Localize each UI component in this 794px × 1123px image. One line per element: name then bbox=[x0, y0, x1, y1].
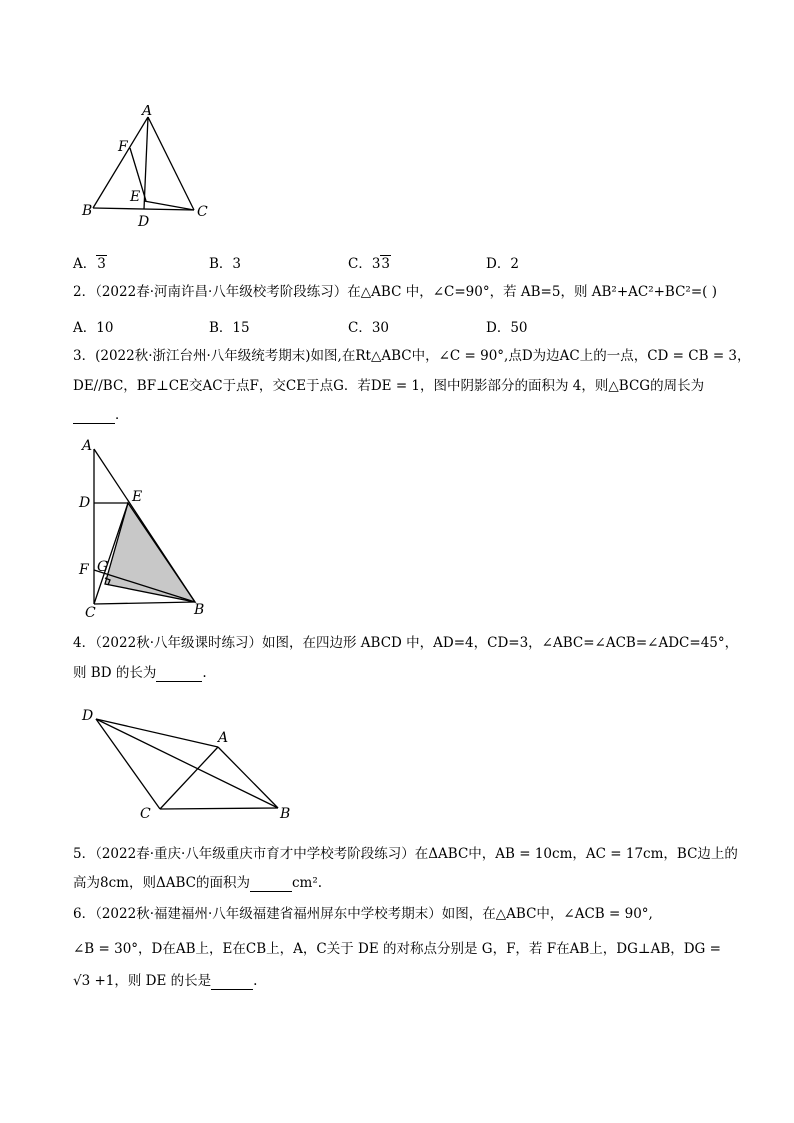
q4-line-1: 4．（2022秋·八年级课时练习）如图，在四边形 ABCD 中，AD=4，CD=3，∠ABC=∠ACB=∠ADC=45°， bbox=[73, 635, 739, 651]
q3-line-2: DE//BC，BF⊥CE交AC于点F，交CE于点G．若DE = 1，图中阴影部分的面积为 4，则△BCG的周长为 bbox=[73, 378, 705, 394]
q5-line-1: 5．（2022春·重庆·八年级重庆市育才中学校考阶段练习）在ΔABC中，AB = 10cm，AC = 17cm，BC边上的 bbox=[73, 846, 738, 862]
fig3-label-E: E bbox=[132, 489, 143, 505]
q1-option-b: B．3 bbox=[209, 256, 242, 272]
q6-answer-blank[interactable] bbox=[211, 975, 253, 990]
q4-answer-blank[interactable] bbox=[156, 667, 202, 682]
q1-option-c: C．33 bbox=[348, 256, 391, 272]
fig3-label-A: A bbox=[82, 438, 93, 454]
fig4-label-A: A bbox=[218, 730, 229, 746]
fig1-edge-AC bbox=[148, 117, 194, 210]
q6-line-3-end: . bbox=[253, 973, 258, 989]
q2-stem: 2．（2022春·河南许昌·八年级校考阶段练习）在△ABC 中，∠C=90°，若 AB=5，则 AB²+AC²+BC²=( ) bbox=[73, 284, 717, 300]
fig4-label-B: B bbox=[280, 806, 291, 822]
q2-option-a: A．10 bbox=[73, 320, 114, 336]
fig4-edge-DB bbox=[96, 719, 278, 808]
fig3-label-F: F bbox=[79, 562, 89, 578]
fig1-label-E: E bbox=[130, 189, 141, 205]
q5-line-2 bbox=[73, 874, 322, 892]
fig3-edge-CB bbox=[94, 602, 195, 604]
q3-line-3-end: ． bbox=[115, 407, 129, 423]
fig1-label-F: F bbox=[118, 139, 128, 155]
fig4-label-D: D bbox=[82, 708, 94, 724]
fig4-edge-AB bbox=[218, 747, 278, 808]
fig1-label-C: C bbox=[197, 204, 208, 220]
q3-line-3 bbox=[73, 406, 129, 424]
q5-line-2-text: 高为8cm，则ΔABC的面积为 bbox=[73, 875, 250, 891]
fig1-label-B: B bbox=[82, 203, 93, 219]
q2-option-b: B．15 bbox=[209, 320, 250, 336]
q4-line-2-text: 则 BD 的长为 bbox=[73, 665, 157, 681]
fig3-label-C: C bbox=[85, 605, 96, 618]
fig4-label-C: C bbox=[140, 806, 151, 822]
figure-3 bbox=[75, 436, 215, 618]
q4-line-2 bbox=[73, 664, 207, 682]
fig4-edge-DC bbox=[96, 719, 160, 809]
q1-option-a: A．3 bbox=[73, 256, 106, 272]
fig4-edge-CB bbox=[160, 808, 278, 809]
q6-line-2: ∠B = 30°，D在AB上，E在CB上，A，C关于 DE 的对称点分别是 G，F，若 F在AB上，DG⊥AB，DG = bbox=[73, 941, 721, 957]
q2-option-d: D．50 bbox=[486, 320, 528, 336]
fig4-edge-DA bbox=[96, 719, 218, 747]
fig3-label-B: B bbox=[194, 602, 205, 618]
fig3-label-G: G bbox=[97, 559, 109, 575]
figure-4 bbox=[78, 700, 298, 825]
figure-1 bbox=[80, 105, 220, 230]
fig4-edge-AC bbox=[160, 747, 218, 809]
fig1-label-D: D bbox=[138, 214, 150, 230]
q2-option-c: C．30 bbox=[348, 320, 390, 336]
q6-line-3 bbox=[73, 972, 257, 990]
q5-answer-blank[interactable] bbox=[250, 877, 292, 892]
q1-option-d: D．2 bbox=[486, 256, 519, 272]
q4-line-2-end: . bbox=[202, 665, 207, 681]
q6-line-3-text: √3 +1，则 DE 的长是 bbox=[73, 973, 212, 989]
q6-line-1: 6．（2022秋·福建福州·八年级福建省福州屏东中学校考期末）如图，在△ABC中，∠ACB = 90°, bbox=[73, 906, 653, 922]
q3-answer-blank[interactable] bbox=[73, 409, 115, 424]
q5-line-2-end: cm². bbox=[291, 875, 323, 891]
q3-line-1: 3．(2022秋·浙江台州·八年级统考期末)如图,在Rt△ABC中，∠C = 90°,点D为边AC上的一点，CD = CB = 3， bbox=[73, 348, 751, 364]
fig3-label-D: D bbox=[79, 495, 91, 511]
fig1-label-A: A bbox=[142, 105, 153, 119]
